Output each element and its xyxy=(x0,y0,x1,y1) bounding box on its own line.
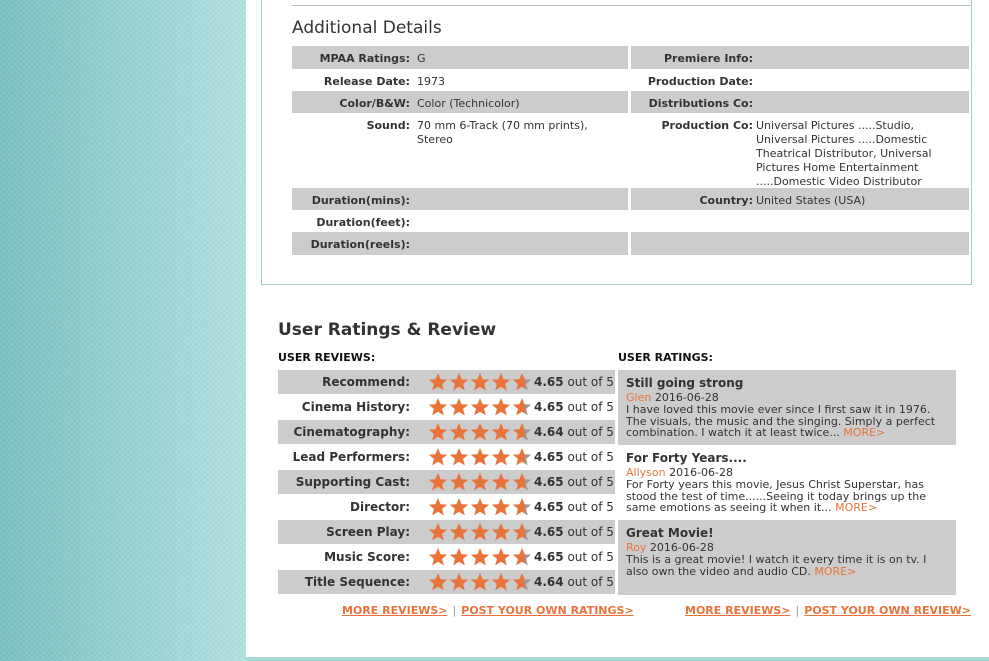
out-of-label: out of 5 xyxy=(567,550,614,564)
user-reviews-heading: USER REVIEWS: xyxy=(278,351,376,364)
post-review-link[interactable]: POST YOUR OWN REVIEW> xyxy=(804,604,972,617)
review-category-row xyxy=(278,495,615,519)
out-of-label: out of 5 xyxy=(567,450,614,464)
star-icon xyxy=(512,547,532,567)
detail-label: Premiere Info: xyxy=(663,52,753,65)
category-score xyxy=(534,425,614,439)
score-value: 4.65 xyxy=(534,375,564,389)
category-score xyxy=(534,575,614,589)
detail-label: Duration(mins): xyxy=(311,194,410,207)
review-category-row xyxy=(278,445,615,469)
star-icon xyxy=(491,397,511,417)
score-value: 4.64 xyxy=(534,575,564,589)
rating-author[interactable]: Roy xyxy=(626,541,647,554)
score-value: 4.64 xyxy=(534,425,564,439)
star-icon xyxy=(470,447,490,467)
rating-date: 2016-06-28 xyxy=(649,541,714,554)
score-value: 4.65 xyxy=(534,450,564,464)
category-label: Title Sequence: xyxy=(304,575,410,589)
star-icon xyxy=(428,372,448,392)
score-value: 4.65 xyxy=(534,550,564,564)
review-category-row xyxy=(278,520,615,544)
detail-value: 1973 xyxy=(417,75,445,88)
star-icon xyxy=(470,547,490,567)
detail-value: United States (USA) xyxy=(756,194,866,207)
additional-details-panel xyxy=(261,0,972,285)
rating-date: 2016-06-28 xyxy=(654,391,719,404)
star-icon xyxy=(449,422,469,442)
star-icon xyxy=(428,547,448,567)
user-rating-card xyxy=(618,445,956,520)
out-of-label: out of 5 xyxy=(567,500,614,514)
out-of-label: out of 5 xyxy=(567,525,614,539)
star-icon xyxy=(428,497,448,517)
star-icon xyxy=(470,372,490,392)
score-value: 4.65 xyxy=(534,500,564,514)
star-icon xyxy=(512,497,532,517)
ratings-section-title: User Ratings & Review xyxy=(278,320,497,340)
rating-author[interactable]: Glen xyxy=(626,391,652,404)
star-icon xyxy=(512,422,532,442)
reviews-footer-links: MORE REVIEWS> | POST YOUR OWN RATINGS> xyxy=(342,604,634,617)
details-row xyxy=(292,188,969,210)
details-row xyxy=(292,91,969,113)
rating-title: Still going strong xyxy=(626,376,744,390)
star-icon xyxy=(449,372,469,392)
detail-value: G xyxy=(417,52,426,65)
user-rating-card xyxy=(618,370,956,445)
star-icon xyxy=(428,422,448,442)
category-score xyxy=(534,475,614,489)
detail-label: Production Date: xyxy=(647,75,753,88)
score-value: 4.65 xyxy=(534,475,564,489)
rating-title: Great Movie! xyxy=(626,526,714,540)
category-score xyxy=(534,375,614,389)
more-reviews-link[interactable]: MORE REVIEWS> xyxy=(685,604,791,617)
category-label: Lead Performers: xyxy=(292,450,410,464)
star-icon xyxy=(512,522,532,542)
star-icon xyxy=(491,447,511,467)
rating-text: For Forty years this movie, Jesus Christ Superstar, has stood the test of time......Seeing it today brings up the same emotions as seeing it when it... xyxy=(626,478,926,514)
category-label: Director: xyxy=(350,500,410,514)
detail-label: Duration(feet): xyxy=(316,216,410,229)
star-icon xyxy=(428,522,448,542)
star-icon xyxy=(470,572,490,592)
detail-label: MPAA Ratings: xyxy=(319,52,410,65)
star-icon xyxy=(428,572,448,592)
out-of-label: out of 5 xyxy=(567,400,614,414)
star-icon xyxy=(491,372,511,392)
star-icon xyxy=(512,572,532,592)
divider xyxy=(246,657,989,661)
main-content xyxy=(246,0,989,657)
star-icon xyxy=(491,472,511,492)
rating-text: This is a great movie! I watch it every time it is on tv. I also own the video and audio CD. xyxy=(626,553,927,578)
review-category-row xyxy=(278,395,615,419)
star-icon xyxy=(449,522,469,542)
user-rating-card xyxy=(618,520,956,595)
out-of-label: out of 5 xyxy=(567,375,614,389)
score-value: 4.65 xyxy=(534,400,564,414)
category-score xyxy=(534,500,614,514)
star-icon xyxy=(449,572,469,592)
review-category-row xyxy=(278,545,615,569)
star-icon xyxy=(512,372,532,392)
star-icon xyxy=(428,447,448,467)
detail-value: 70 mm 6-Track (70 mm prints), Stereo xyxy=(417,119,588,146)
star-icon xyxy=(470,472,490,492)
star-icon xyxy=(449,472,469,492)
detail-value: Color (Technicolor) xyxy=(417,97,520,110)
score-value: 4.65 xyxy=(534,525,564,539)
more-reviews-link[interactable]: MORE REVIEWS> xyxy=(342,604,448,617)
star-icon xyxy=(428,472,448,492)
category-label: Music Score: xyxy=(324,550,410,564)
star-icon xyxy=(449,397,469,417)
post-ratings-link[interactable]: POST YOUR OWN RATINGS> xyxy=(461,604,634,617)
category-score xyxy=(534,450,614,464)
review-category-row xyxy=(278,570,615,594)
details-row xyxy=(292,113,969,188)
ratings-footer-links: MORE REVIEWS> | POST YOUR OWN REVIEW> xyxy=(685,604,972,617)
detail-label: Release Date: xyxy=(323,75,410,88)
star-icon xyxy=(491,572,511,592)
star-icon xyxy=(470,397,490,417)
detail-label: Production Co: xyxy=(661,119,753,132)
rating-text: I have loved this movie ever since I first saw it in 1976. The visuals, the music and the singing. Simply a perfect combination. I watch it at least twice... xyxy=(626,403,936,439)
user-ratings-heading: USER RATINGS: xyxy=(618,351,713,364)
star-icon xyxy=(491,547,511,567)
more-link[interactable]: MORE> xyxy=(814,564,857,578)
star-icon xyxy=(512,472,532,492)
detail-label: Duration(reels): xyxy=(310,238,410,251)
detail-label: Color/B&W: xyxy=(339,97,410,110)
star-icon xyxy=(491,422,511,442)
star-icon xyxy=(428,397,448,417)
star-icon xyxy=(470,497,490,517)
star-icon xyxy=(449,497,469,517)
category-score xyxy=(534,525,614,539)
rating-title: For Forty Years.... xyxy=(626,451,747,465)
category-label: Supporting Cast: xyxy=(295,475,410,489)
more-link[interactable]: MORE> xyxy=(835,501,878,514)
star-icon xyxy=(470,522,490,542)
review-category-row xyxy=(278,420,615,444)
detail-label: Sound: xyxy=(366,119,410,132)
section-title: Additional Details xyxy=(292,18,442,38)
category-label: Cinematography: xyxy=(293,425,410,439)
detail-label: Distributions Co: xyxy=(648,97,753,110)
category-score xyxy=(534,550,614,564)
category-label: Screen Play: xyxy=(326,525,410,539)
star-icon xyxy=(449,547,469,567)
divider xyxy=(292,5,972,6)
star-icon xyxy=(491,522,511,542)
out-of-label: out of 5 xyxy=(567,575,614,589)
category-label: Recommend: xyxy=(322,375,410,389)
details-row xyxy=(292,69,969,91)
more-link[interactable]: MORE> xyxy=(843,426,886,439)
detail-value: Universal Pictures .....Studio, Universal Pictures .....Domestic Theatrical Distributor, Universal Pictures Home Entertainment .....Domestic Video Distributor xyxy=(756,119,932,188)
detail-label: Country: xyxy=(699,194,753,207)
review-category-row xyxy=(278,370,615,394)
out-of-label: out of 5 xyxy=(567,425,614,439)
review-category-row xyxy=(278,470,615,494)
rating-author[interactable]: Allyson xyxy=(626,466,666,479)
out-of-label: out of 5 xyxy=(567,475,614,489)
star-icon xyxy=(512,447,532,467)
details-row xyxy=(292,46,969,69)
rating-date: 2016-06-28 xyxy=(669,466,734,479)
star-icon xyxy=(491,497,511,517)
details-row xyxy=(292,232,969,255)
star-icon xyxy=(449,447,469,467)
category-score xyxy=(534,400,614,414)
star-icon xyxy=(470,422,490,442)
star-icon xyxy=(512,397,532,417)
details-row xyxy=(292,210,969,232)
category-label: Cinema History: xyxy=(301,400,410,414)
